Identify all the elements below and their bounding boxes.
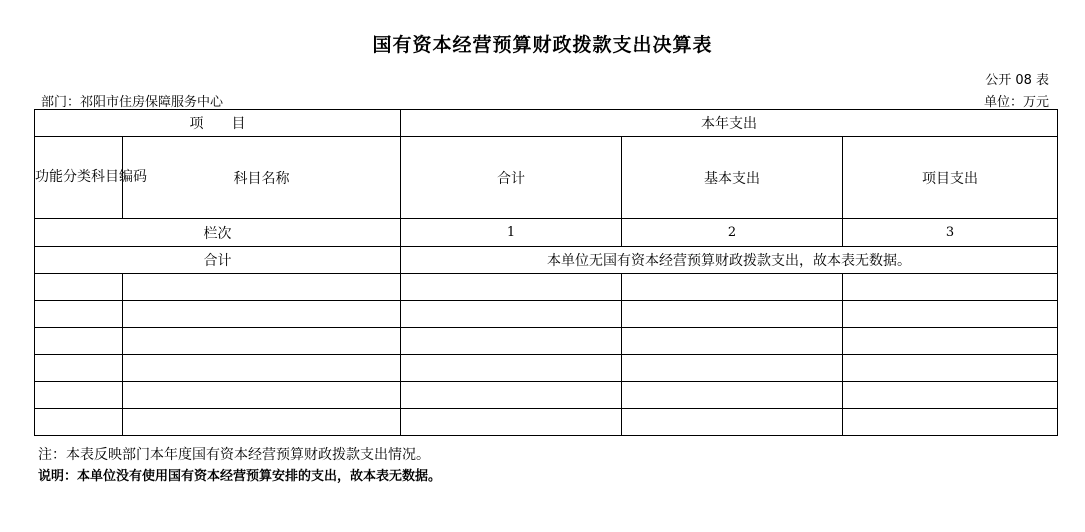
total-row [35, 247, 1058, 274]
page-title: 国有资本经营预算财政拨款支出决算表 [372, 34, 713, 56]
total-header: 合计 [401, 137, 622, 219]
subject-name-header: 科目名称 [123, 137, 401, 219]
form-number: 公开 08 表 [985, 73, 1049, 88]
department-label: 部门：祁阳市住房保障服务中心 [41, 95, 224, 110]
column-number-label: 栏次 [35, 219, 401, 247]
header-row-top [35, 110, 1058, 137]
table-row [35, 274, 1058, 301]
func-code-header: 功能分类科目编码 [35, 137, 123, 219]
column-number-2: 2 [622, 219, 843, 247]
column-number-row [35, 219, 1058, 247]
expenditure-table [34, 109, 1058, 436]
table-row [35, 409, 1058, 436]
basic-expense-header: 基本支出 [622, 137, 843, 219]
items-header: 项 目 [35, 110, 401, 137]
unit-label: 单位：万元 [983, 95, 1049, 110]
no-data-message: 本单位无国有资本经营预算财政拨款支出，故本表无数据。 [401, 247, 1058, 274]
table-row [35, 355, 1058, 382]
table-row [35, 301, 1058, 328]
header-row-sub [35, 137, 1058, 219]
footnote: 注：本表反映部门本年度国有资本经营预算财政拨款支出情况。 [38, 447, 430, 463]
column-number-3: 3 [843, 219, 1058, 247]
project-expense-header: 项目支出 [843, 137, 1058, 219]
explanation-note: 说明：本单位没有使用国有资本经营预算安排的支出，故本表无数据。 [38, 469, 442, 484]
total-row-label: 合计 [35, 247, 401, 274]
current-year-expense-header: 本年支出 [401, 110, 1058, 137]
table-row [35, 328, 1058, 355]
table-row [35, 382, 1058, 409]
column-number-1: 1 [401, 219, 622, 247]
